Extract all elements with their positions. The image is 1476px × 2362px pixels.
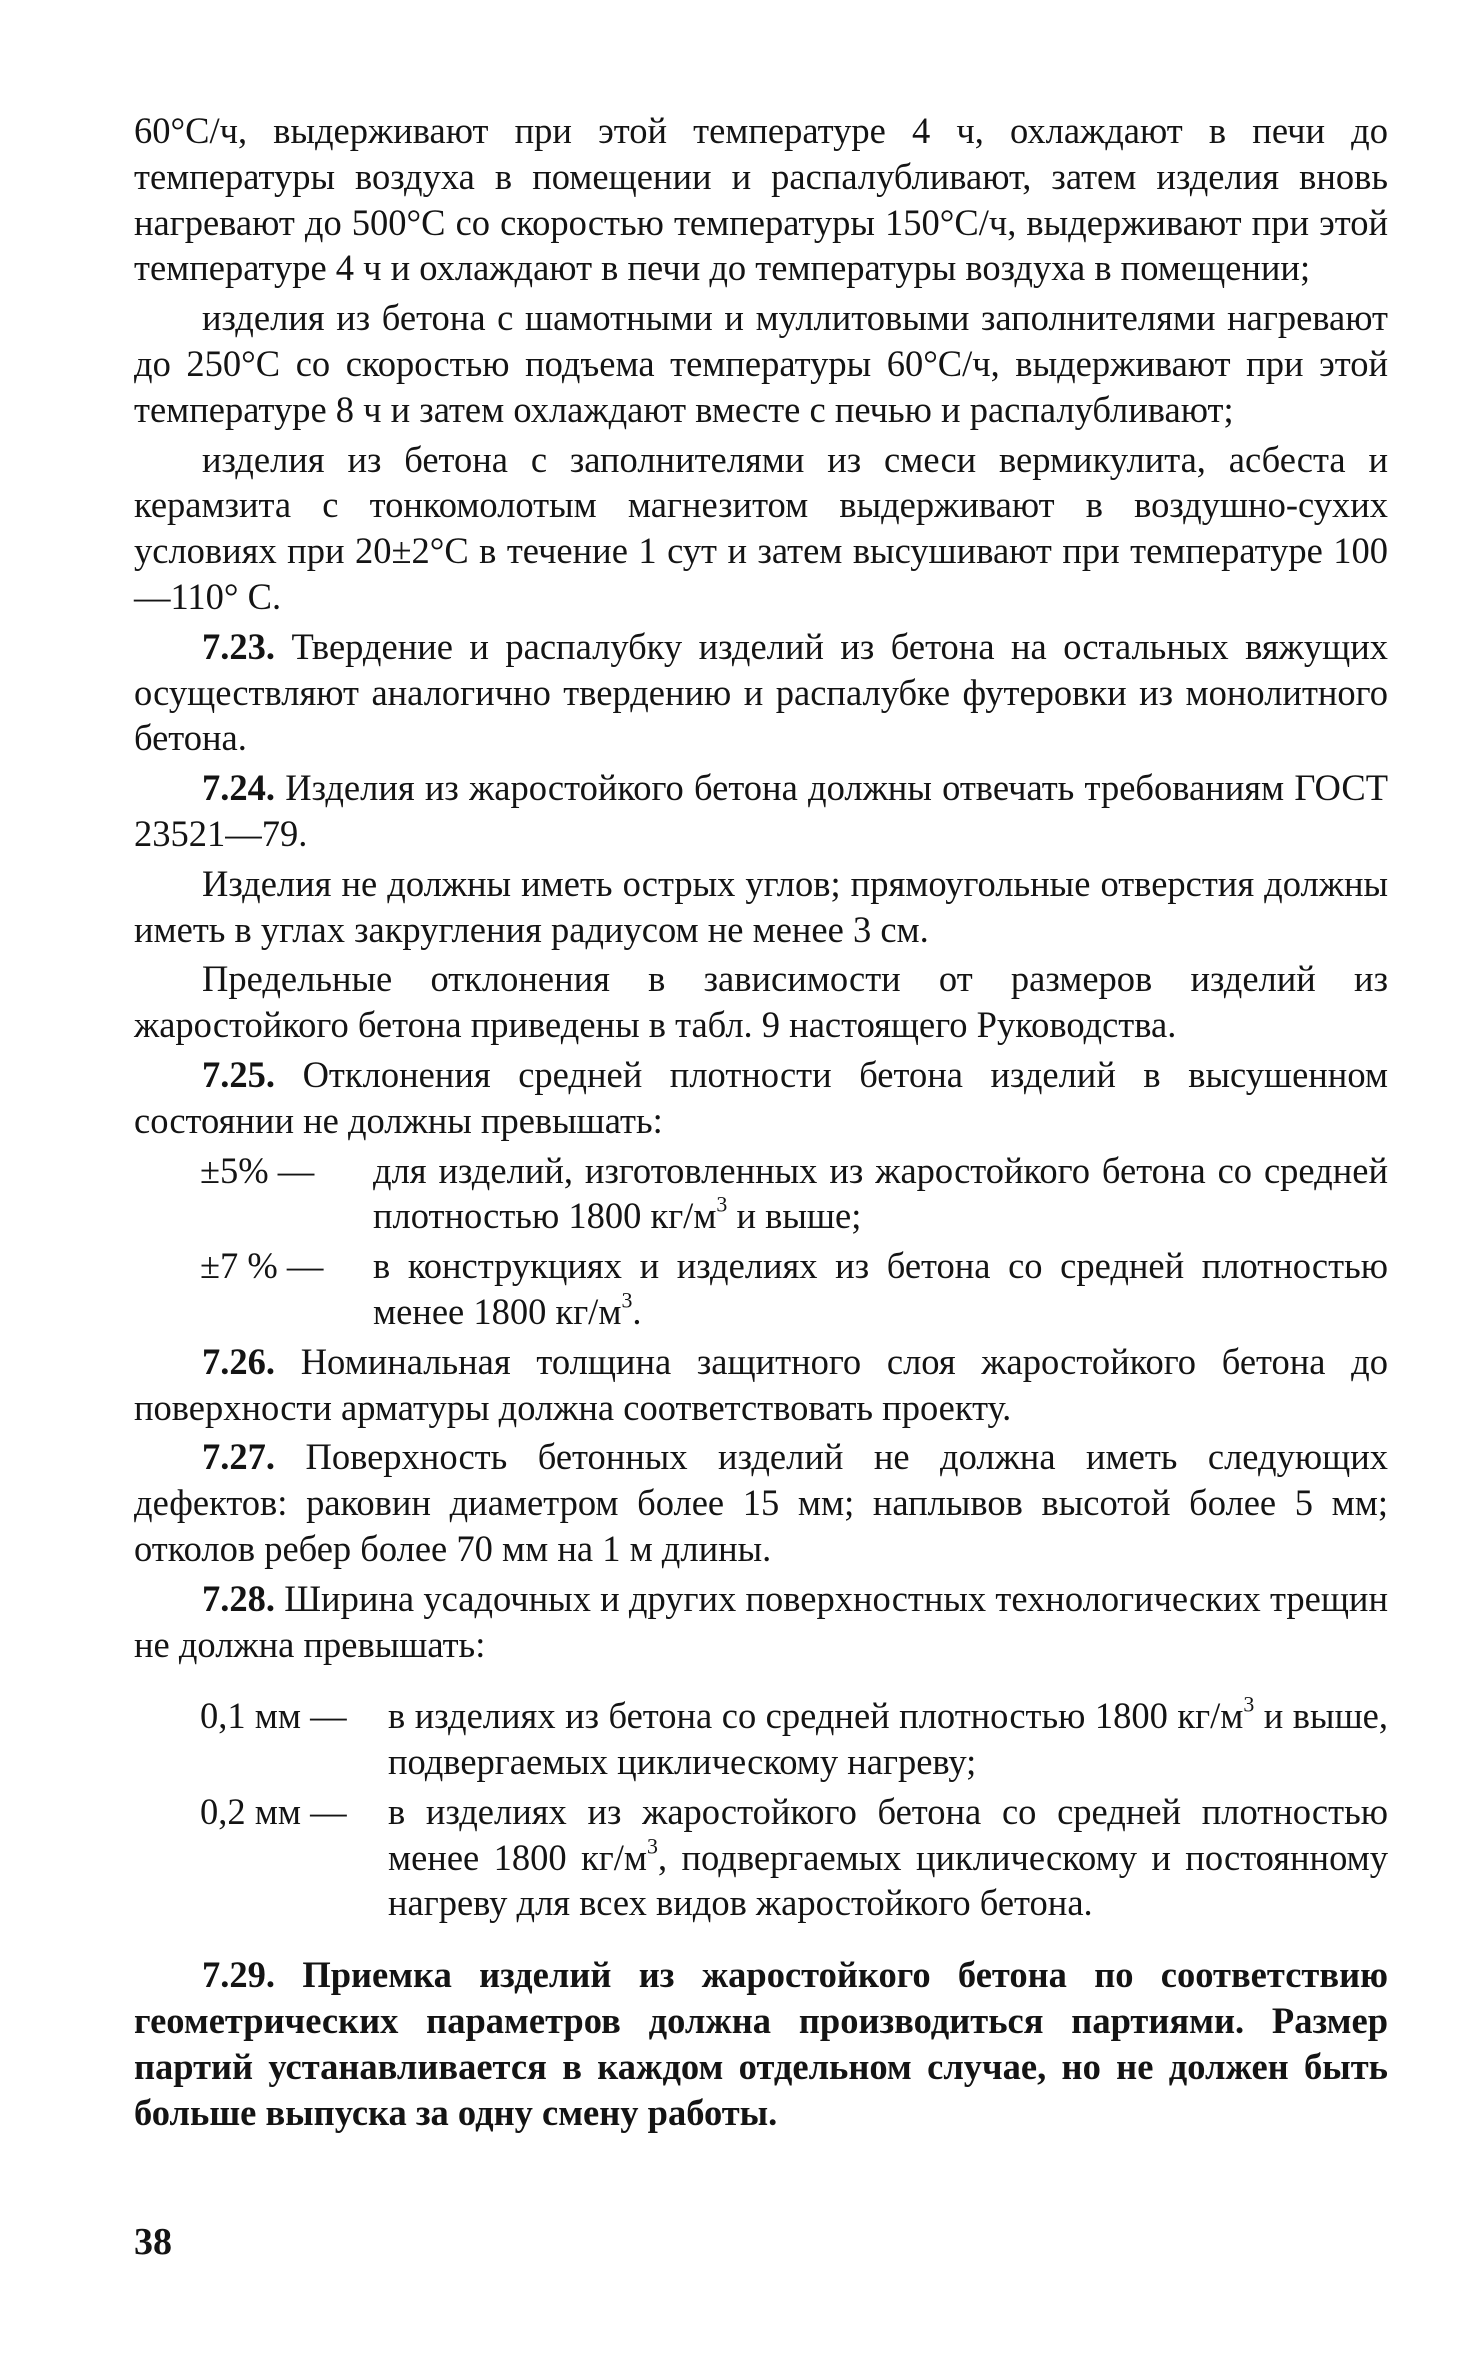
paragraph-limit-deviations: Предельные отклонения в зависимости от размеров изделий из жаростойкого бетона приведены в табл. 9 настоящего Руководства. [134,958,1388,1046]
crack-text: в изделиях из бетона со средней плотностью 1800 $кг/м^3$ и выше, подвергаемых циклическому нагреву; [388,1691,1389,1783]
page-number: 38 [134,2221,172,2263]
section-7-28 [134,1576,1388,1668]
section-number: 7.26. [202,1340,275,1382]
section-number: 7.27. [202,1436,275,1478]
section-text: Изделия из жаростойкого бетона должны отвечать требованиям ГОСТ 23521—79. [134,767,1388,854]
deviation-item-7-percent [134,1243,1388,1335]
section-7-26 [134,1339,1388,1431]
section-text: Поверхность бетонных изделий не должна иметь следующих дефектов: раковин диаметром более 15 мм; наплывов высотой более 5 мм; отколов ребер более 70 мм на 1 м длины. [134,1436,1388,1569]
section-text: Номинальная толщина защитного слоя жаростойкого бетона до поверхности арматуры должна соответствовать проекту. [134,1340,1388,1428]
deviation-text: в конструкциях и изделиях из бетона со средней плотностью менее 1800 $кг/м^3$. [373,1245,1388,1332]
deviation-text: для изделий, изготовленных из жаростойкого бетона со средней плотностью 1800 $кг/м^3$ и выше; [373,1149,1388,1237]
crack-text: в изделиях из жаростойкого бетона со средней плотностью менее 1800 $кг/м^3$, подвергаемых циклическому и постоянному нагреву для всех видов жаростойкого бетона. [388,1790,1388,1924]
paragraph-sharp-corners: Изделия не должны иметь острых углов; прямоугольные отверстия должны иметь в углах закругления радиусом не менее 3 см. [134,862,1388,950]
section-number: 7.23. [202,625,275,667]
section-number: 7.28. [202,1577,275,1619]
section-7-25 [134,1052,1388,1144]
paragraph-chamotte-products: изделия из бетона с шамотными и муллитовыми заполнителями нагревают до 250°С со скоростью подъема температуры 60°С/ч, выдерживают при этой температуре 8 ч и затем охлаждают вместе с печью и распалубливают; [134,297,1388,430]
section-text: Отклонения средней плотности бетона изделий в высушенном состоянии не должны превышать: [134,1053,1388,1141]
section-number: 7.29. [202,1954,275,1996]
section-7-27 [134,1434,1388,1571]
crack-label: 0,2 мм — [200,1790,347,1832]
deviation-label: ±7 % — [200,1245,324,1287]
section-text: Твердение и распалубку изделий из бетона на остальных вяжущих осуществляют аналогично твердению и распалубке футеровки из монолитного бетона. [134,625,1388,759]
section-7-23 [134,624,1388,761]
crack-item-0-2-mm [134,1789,1388,1926]
paragraph-continued: 60°С/ч, выдерживают при этой температуре 4 ч, охлаждают в печи до температуры воздуха в помещении и распалубливают, затем изделия вновь нагревают до 500°С со скоростью температуры 150°С/ч, выдерживают при этой температуре 4 ч и охлаждают в печи до температуры воздуха в помещении; [134,110,1388,289]
deviation-item-5-percent [134,1148,1388,1240]
paragraph-vermiculite-products: изделия из бетона с заполнителями из смеси вермикулита, асбеста и керамзита с тонкомолотым магнезитом выдерживают в воздушно-сухих условиях при 20±2°С в течение 1 сут и затем высушивают при температуре 100—110° С. [134,438,1388,617]
crack-label: 0,1 мм — [200,1695,347,1737]
deviation-label: ±5% — [200,1149,315,1191]
crack-item-0-1-mm [134,1693,1388,1785]
section-number: 7.25. [202,1053,275,1095]
section-text: Ширина усадочных и других поверхностных технологических трещин не должна превышать: [134,1577,1388,1665]
section-number: 7.24. [202,767,275,809]
section-text: Приемка изделий из жаростойкого бетона по соответствию геометрических параметров должна производиться партиями. Размер партий устанавливается в каждом отдельном случае, но не должен быть больше выпуска за одну смену работы. [134,1954,1388,2133]
section-7-24 [134,765,1388,857]
page-content [134,108,1388,2135]
section-7-29 [134,1952,1388,2135]
